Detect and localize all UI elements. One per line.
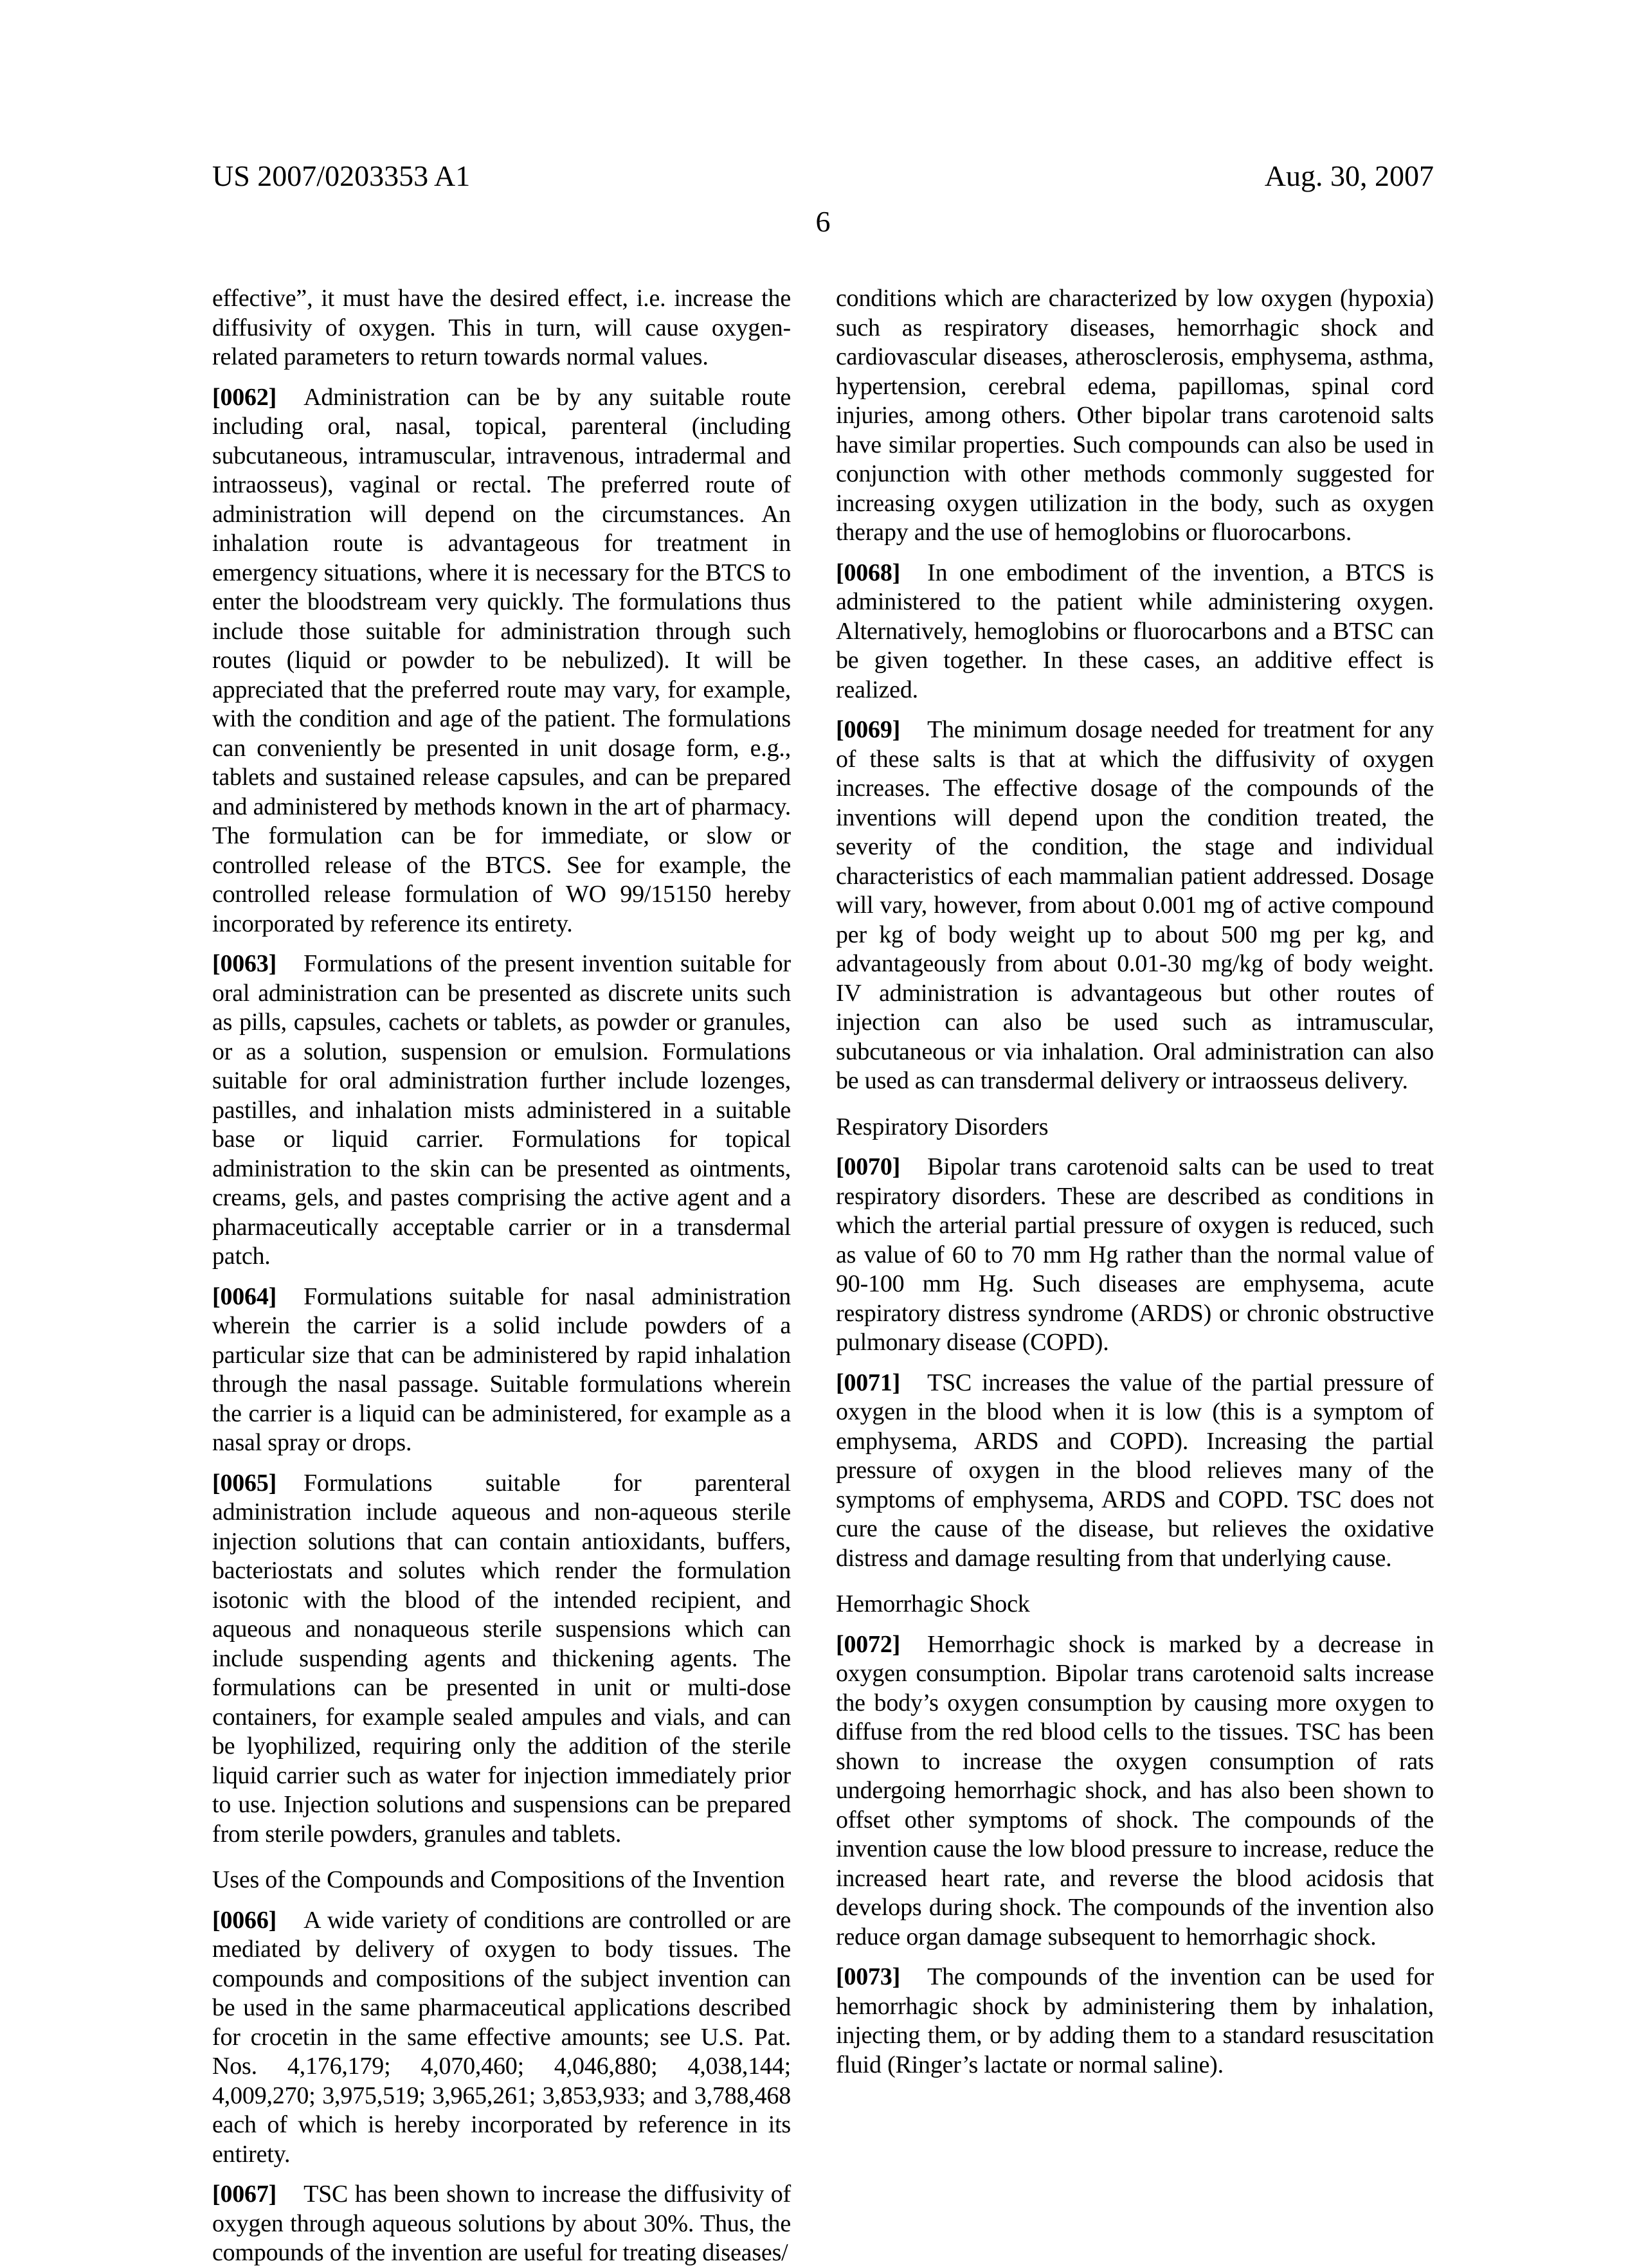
paragraph-continuation bbox=[212, 284, 791, 372]
paragraph-text: The compounds of the invention can be used for hemorrhagic shock by administering them by inhalation, injecting them, or by adding them to a standard resuscitation fluid (Ringer’s lactate or normal saline). bbox=[836, 1963, 1434, 2078]
paragraph-number: [0070] bbox=[836, 1153, 901, 1180]
paragraph-number: [0062] bbox=[212, 383, 277, 411]
section-heading: Uses of the Compounds and Compositions of the Invention bbox=[212, 1866, 785, 1893]
paragraph-0072 bbox=[836, 1630, 1434, 1952]
publication-date: Aug. 30, 2007 bbox=[1264, 159, 1434, 192]
paragraph-0063 bbox=[212, 950, 791, 1272]
paragraph-text: effective”, it must have the desired effect, i.e. increase the diffusivity of oxygen. This in turn, will cause oxygen-related parameters to return towards normal values. bbox=[212, 285, 791, 370]
paragraph-0071 bbox=[836, 1369, 1434, 1574]
paragraph-0070 bbox=[836, 1153, 1434, 1358]
column-right bbox=[836, 284, 1434, 2268]
paragraph-text: The minimum dosage needed for treatment for any of these salts is that at which the diffusivity of oxygen increases. The effective dosage of the compounds of the inventions will depend upon the condition treated, the severity of the condition, the stage and individual characteristics of each mammalian patient addressed. Dosage will vary, however, from about 0.001 mg of active compound per kg of body weight up to about 500 mg per kg, and advantageously from about 0.01-30 mg/kg of body weight. IV administration is advantageous but other routes of injection can also be used such as intramuscular, subcutaneous or via inhalation. Oral administration can also be used as can transdermal delivery or intraosseus delivery. bbox=[836, 716, 1434, 1094]
paragraph-0067 bbox=[212, 2180, 791, 2268]
paragraph-0073 bbox=[836, 1963, 1434, 2080]
paragraph-continuation bbox=[836, 284, 1434, 548]
paragraph-text: Formulations suitable for nasal administration wherein the carrier is a solid include powders of a particular size that can be administered by rapid inhalation through the nasal passage. Suitable formulations wherein the carrier is a liquid can be administered, for example as a nasal spray or drops. bbox=[212, 1282, 791, 1456]
paragraph-0064 bbox=[212, 1282, 791, 1458]
paragraph-text: A wide variety of conditions are controlled or are mediated by delivery of oxygen to body tissues. The compounds and compositions of the subject invention can be used in the same pharmaceutical applications described for crocetin in the same effective amounts; see U.S. Pat. Nos. 4,176,179; 4,070,460; 4,046,880; 4,038,144; 4,009,270; 3,975,519; 3,965,261; 3,853,933; and 3,788,468 each of which is hereby incorporated by reference in its entirety. bbox=[212, 1906, 791, 2168]
section-heading: Respiratory Disorders bbox=[836, 1113, 1049, 1140]
paragraph-0066 bbox=[212, 1906, 791, 2170]
column-left bbox=[212, 284, 791, 2268]
paragraph-text: TSC has been shown to increase the diffusivity of oxygen through aqueous solutions by about 30%. Thus, the compounds of the invention are useful for treating diseases/ bbox=[212, 2181, 791, 2266]
paragraph-text: TSC increases the value of the partial pressure of oxygen in the blood when it is low (this is a symptom of emphysema, ARDS and COPD). Increasing the partial pressure of oxygen in the blood relieves many of the symptoms of emphysema, ARDS and COPD. TSC does not cure the cause of the disease, but relieves the oxidative distress and damage resulting from that underlying cause. bbox=[836, 1369, 1434, 1572]
paragraph-number: [0071] bbox=[836, 1369, 901, 1396]
paragraph-number: [0073] bbox=[836, 1963, 901, 1990]
paragraph-number: [0064] bbox=[212, 1282, 277, 1310]
page-number: 6 bbox=[815, 205, 831, 238]
paragraph-text: Hemorrhagic shock is marked by a decrease in oxygen consumption. Bipolar trans carotenoid salts increase the body’s oxygen consumption by causing more oxygen to diffuse from the red blood cells to the tissues. TSC has been shown to increase the oxygen consumption of rats undergoing hemorrhagic shock, and has also been shown to offset other symptoms of shock. The compounds of the invention cause the low blood pressure to increase, reduce the increased heart rate, and reverse the blood acidosis that develops during shock. The compounds of the invention also reduce organ damage subsequent to hemorrhagic shock. bbox=[836, 1630, 1434, 1950]
paragraph-text: In one embodiment of the invention, a BTCS is administered to the patient while administering oxygen. Alternatively, hemoglobins or fluorocarbons and a BTSC can be given together. In these cases, an additive effect is realized. bbox=[836, 559, 1434, 703]
paragraph-number: [0072] bbox=[836, 1630, 901, 1658]
paragraph-number: [0067] bbox=[212, 2181, 277, 2208]
paragraph-text: Bipolar trans carotenoid salts can be used to treat respiratory disorders. These are described as conditions in which the arterial partial pressure of oxygen is reduced, such as value of 60 to 70 mm Hg rather than the normal value of 90-100 mm Hg. Such diseases are emphysema, acute respiratory distress syndrome (ARDS) or chronic obstructive pulmonary disease (COPD). bbox=[836, 1153, 1434, 1356]
body-columns bbox=[212, 284, 1434, 2268]
paragraph-number: [0065] bbox=[212, 1469, 277, 1497]
paragraph-0065 bbox=[212, 1469, 791, 1850]
paragraph-text: Formulations suitable for parenteral administration include aqueous and non-aqueous sterile injection solutions that can contain antioxidants, buffers, bacteriostats and solutes which render the formulation isotonic with the blood of the intended recipient, and aqueous and nonaqueous sterile suspensions which can include suspending agents and thickening agents. The formulations can be presented in unit or multi-dose containers, for example sealed ampules and vials, and can be lyophilized, requiring only the addition of the sterile liquid carrier such as water for injection immediately prior to use. Injection solutions and suspensions can be prepared from sterile powders, granules and tablets. bbox=[212, 1469, 791, 1848]
patent-publication-number: US 2007/0203353 A1 bbox=[212, 159, 471, 192]
paragraph-0069 bbox=[836, 716, 1434, 1096]
paragraph-0068 bbox=[836, 559, 1434, 705]
section-heading: Hemorrhagic Shock bbox=[836, 1590, 1030, 1617]
paragraph-text: Formulations of the present invention suitable for oral administration can be presented as discrete units such as pills, capsules, cachets or tablets, as powder or granules, or as a solution, suspension or emulsion. Formulations suitable for oral administration further include lozenges, pastilles, and inhalation mists administered in a suitable base or liquid carrier. Formulations for topical administration to the skin can be presented as ointments, creams, gels, and pastes comprising the active agent and a pharmaceutically acceptable carrier or in a transdermal patch. bbox=[212, 950, 791, 1270]
paragraph-number: [0063] bbox=[212, 950, 277, 977]
paragraph-number: [0066] bbox=[212, 1906, 277, 1934]
paragraph-number: [0068] bbox=[836, 559, 901, 586]
paragraph-text: Administration can be by any suitable route including oral, nasal, topical, parenteral (including subcutaneous, intramuscular, intravenous, intradermal and intraosseus), vaginal or rectal. The preferred route of administration will depend on the circumstances. An inhalation route is advantageous for treatment in emergency situations, where it is necessary for the BTCS to enter the bloodstream very quickly. The formulations thus include those suitable for administration through such routes (liquid or powder to be nebulized). It will be appreciated that the preferred route may vary, for example, with the condition and age of the patient. The formulations can conveniently be presented in unit dosage form, e.g., tablets and sustained release capsules, and can be prepared and administered by methods known in the art of pharmacy. The formulation can be for immediate, or slow or controlled release of the BTCS. See for example, the controlled release formulation of WO 99/15150 hereby incorporated by reference its entirety. bbox=[212, 383, 791, 937]
paragraph-text: conditions which are characterized by low oxygen (hypoxia) such as respiratory diseases, hemorrhagic shock and cardiovascular diseases, atherosclerosis, emphysema, asthma, hypertension, cerebral edema, papillomas, spinal cord injuries, among others. Other bipolar trans carotenoid salts have similar properties. Such compounds can also be used in conjunction with other methods commonly suggested for increasing oxygen utilization in the body, such as oxygen therapy and the use of hemoglobins or fluorocarbons. bbox=[836, 285, 1434, 546]
paragraph-0062 bbox=[212, 383, 791, 939]
paragraph-number: [0069] bbox=[836, 716, 901, 743]
